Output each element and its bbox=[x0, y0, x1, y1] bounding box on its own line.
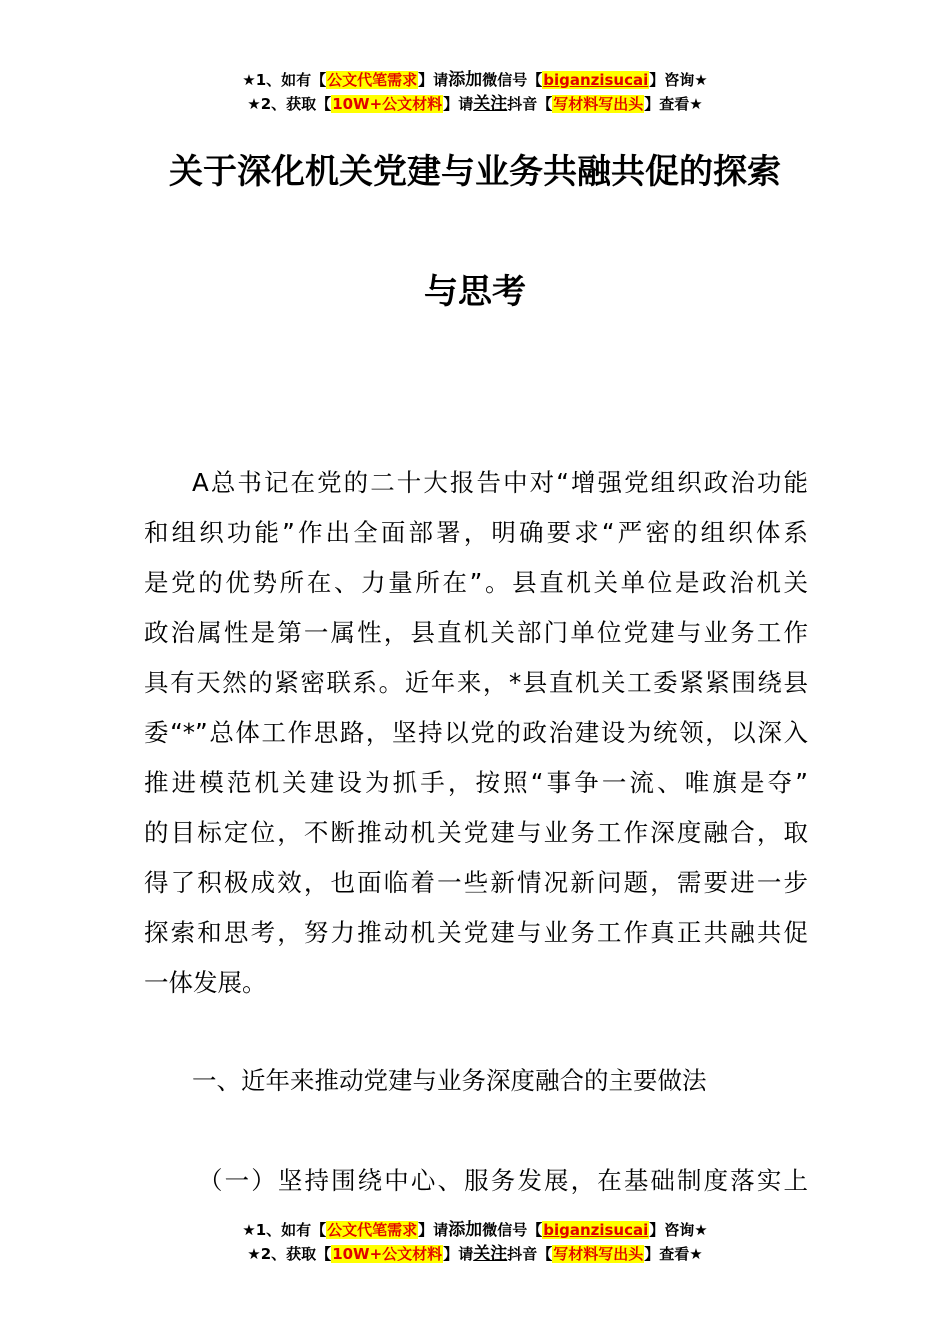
banner-line-1 bbox=[0, 68, 950, 92]
banner-text: 】查看 bbox=[644, 95, 690, 113]
highlight-douyin: 写材料写出头 bbox=[553, 1245, 644, 1263]
star-icon: ★ bbox=[694, 71, 708, 89]
emphasis-text: 关注 bbox=[473, 1244, 508, 1264]
paragraph-line: 委“*”总体工作思路，坚持以党的政治建设为统领，以深入 bbox=[144, 718, 808, 747]
banner-text: 微信号【 bbox=[482, 71, 543, 89]
star-icon: ★ bbox=[247, 1245, 261, 1263]
document-title-line-2: 与思考 bbox=[424, 272, 526, 312]
emphasis-text: 添加 bbox=[448, 1220, 483, 1240]
highlight-douyin: 写材料写出头 bbox=[553, 95, 644, 113]
paragraph-line: 探索和思考，努力推动机关党建与业务工作真正共融共促 bbox=[144, 918, 808, 947]
highlight-wechat-id: biganzisucai bbox=[543, 71, 649, 89]
banner-text: 】请 bbox=[443, 95, 474, 113]
section-heading: 一、近年来推动党建与业务深度融合的主要做法 bbox=[192, 1066, 707, 1095]
emphasis-text: 添加 bbox=[448, 70, 483, 90]
highlight-materials: 10W+公文材料 bbox=[332, 1245, 443, 1263]
star-icon: ★ bbox=[242, 71, 256, 89]
banner-text: 1、如有【 bbox=[255, 71, 327, 89]
banner-line-1 bbox=[0, 1218, 950, 1242]
banner-line-2 bbox=[0, 1242, 950, 1266]
emphasis-text: 关注 bbox=[473, 94, 508, 114]
top-banner bbox=[0, 68, 950, 116]
banner-text: 】请 bbox=[443, 1245, 474, 1263]
banner-text: 】咨询 bbox=[649, 71, 695, 89]
banner-text: 2、获取【 bbox=[260, 95, 332, 113]
star-icon: ★ bbox=[247, 95, 261, 113]
paragraph-line: 政治属性是第一属性，县直机关部门单位党建与业务工作 bbox=[144, 618, 808, 647]
star-icon: ★ bbox=[689, 95, 703, 113]
bottom-banner bbox=[0, 1218, 950, 1266]
paragraph-intro bbox=[144, 458, 808, 1008]
paragraph-line: 一体发展。 bbox=[144, 968, 267, 997]
banner-text: 2、获取【 bbox=[260, 1245, 332, 1263]
star-icon: ★ bbox=[694, 1221, 708, 1239]
banner-text: 】请 bbox=[418, 1221, 449, 1239]
paragraph-line: 得了积极成效，也面临着一些新情况新问题，需要进一步 bbox=[144, 868, 808, 897]
highlight-service: 公文代笔需求 bbox=[327, 71, 418, 89]
paragraph-line: 和组织功能”作出全面部署，明确要求“严密的组织体系 bbox=[144, 518, 808, 547]
paragraph-line: 的目标定位，不断推动机关党建与业务工作深度融合，取 bbox=[144, 818, 808, 847]
banner-text: 抖音【 bbox=[507, 95, 553, 113]
highlight-materials: 10W+公文材料 bbox=[332, 95, 443, 113]
star-icon: ★ bbox=[242, 1221, 256, 1239]
banner-text: 1、如有【 bbox=[255, 1221, 327, 1239]
paragraph-line: 推进模范机关建设为抓手，按照“事争一流、唯旗是夺” bbox=[144, 768, 808, 797]
paragraph-line: 是党的优势所在、力量所在”。县直机关单位是政治机关 bbox=[144, 568, 808, 597]
paragraph-line: 具有天然的紧密联系。近年来，*县直机关工委紧紧围绕县 bbox=[144, 668, 808, 697]
banner-text: 】查看 bbox=[644, 1245, 690, 1263]
highlight-service: 公文代笔需求 bbox=[327, 1221, 418, 1239]
banner-line-2 bbox=[0, 92, 950, 116]
subsection-heading: （一）坚持围绕中心、服务发展，在基础制度落实上 bbox=[198, 1166, 808, 1195]
highlight-wechat-id: biganzisucai bbox=[543, 1221, 649, 1239]
banner-text: 】请 bbox=[418, 71, 449, 89]
banner-text: 】咨询 bbox=[649, 1221, 695, 1239]
banner-text: 抖音【 bbox=[507, 1245, 553, 1263]
document-title-line-1: 关于深化机关党建与业务共融共促的探索 bbox=[169, 152, 781, 192]
paragraph-line: A总书记在党的二十大报告中对“增强党组织政治功能 bbox=[192, 468, 808, 497]
banner-text: 微信号【 bbox=[482, 1221, 543, 1239]
star-icon: ★ bbox=[689, 1245, 703, 1263]
